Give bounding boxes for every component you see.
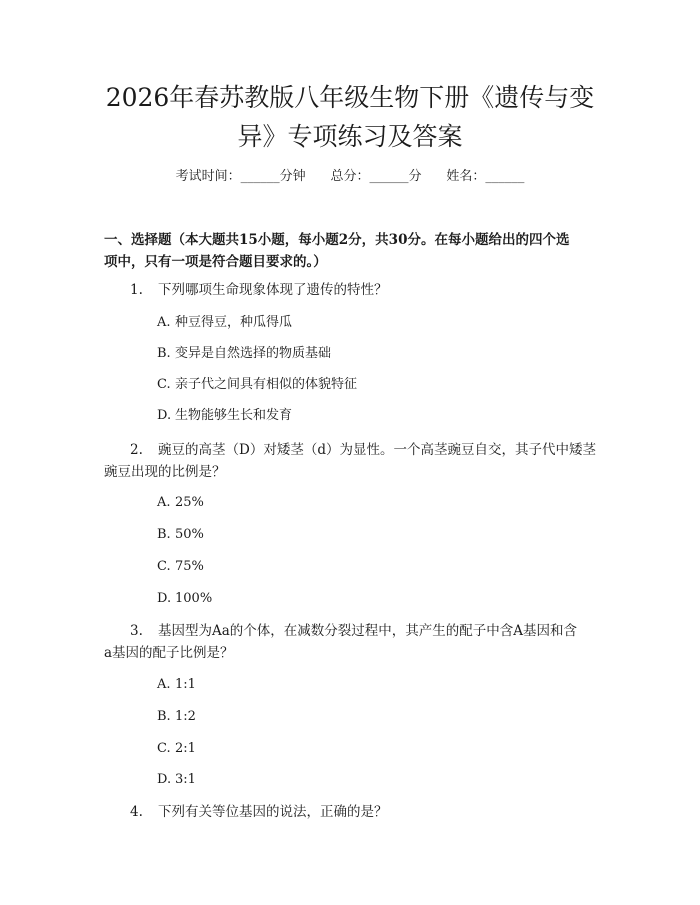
score-unit: 分: [408, 169, 422, 184]
score-blank: ______: [369, 169, 409, 184]
score-label: 总分：: [330, 169, 370, 184]
option-letter: D.: [157, 772, 172, 787]
option-letter: D.: [157, 408, 172, 423]
option-letter: A.: [157, 495, 171, 510]
option-letter: B.: [157, 709, 171, 724]
time-unit: 分钟: [279, 169, 306, 184]
question-3-option-a: [157, 676, 196, 694]
question-2-option-d: [157, 590, 212, 608]
question-text-line-2: a基因的配子比例是？: [104, 645, 234, 661]
question-text-line-2: 豌豆出现的比例是？: [104, 464, 226, 480]
question-2-option-c: [157, 558, 204, 576]
page-title: [80, 78, 620, 156]
question-number: 1.: [130, 282, 143, 298]
option-letter: C.: [157, 741, 171, 756]
question-number: 3.: [130, 623, 143, 639]
title-line-2: 异》专项练习及答案: [237, 122, 463, 151]
option-text: 2:1: [175, 741, 196, 756]
question-text: 下列有关等位基因的说法，正确的是？: [158, 804, 388, 820]
option-text: 生物能够生长和发育: [175, 408, 293, 423]
question-3-option-c: [157, 740, 196, 758]
option-text: 1:2: [175, 709, 196, 724]
option-text: 种豆得豆，种瓜得瓜: [175, 315, 293, 330]
question-1-option-a: [157, 314, 292, 332]
option-text: 变异是自然选择的物质基础: [175, 346, 332, 361]
option-letter: A.: [157, 315, 171, 330]
title-line-1: 2026年春苏教版八年级生物下册《遗传与变: [105, 83, 595, 112]
time-blank: ______: [240, 169, 280, 184]
question-1-option-d: [157, 407, 292, 425]
question-number: 2.: [130, 442, 143, 458]
option-text: 1:1: [175, 677, 196, 692]
option-letter: A.: [157, 677, 171, 692]
question-text-line-1: 豌豆的高茎（D）对矮茎（d）为显性。一个高茎豌豆自交，其子代中矮茎: [158, 442, 596, 458]
option-letter: C.: [157, 559, 171, 574]
option-text: 75%: [175, 559, 204, 574]
question-3-option-b: [157, 708, 196, 726]
option-text: 100%: [175, 591, 213, 606]
name-label: 姓名：: [446, 169, 486, 184]
exam-meta: [0, 168, 700, 186]
question-text-line-1: 基因型为Aa的个体，在减数分裂过程中，其产生的配子中含A基因和含: [158, 623, 578, 639]
question-1-option-b: [157, 345, 331, 363]
option-text: 3:1: [175, 772, 196, 787]
question-2-option-b: [157, 526, 204, 544]
option-text: 亲子代之间具有相似的体貌特征: [175, 377, 358, 392]
section-heading-line-2: 项中，只有一项是符合题目要求的。）: [104, 254, 327, 270]
question-text: 下列哪项生命现象体现了遗传的特性？: [158, 282, 388, 298]
option-letter: C.: [157, 377, 171, 392]
question-2-option-a: [157, 494, 204, 512]
name-blank: ______: [485, 169, 525, 184]
question-1: [130, 279, 600, 301]
option-letter: B.: [157, 527, 171, 542]
question-number: 4.: [130, 804, 143, 820]
question-3: [104, 620, 604, 664]
question-2: [104, 439, 604, 483]
question-1-option-c: [157, 376, 357, 394]
question-4: [130, 801, 600, 823]
option-text: 25%: [175, 495, 204, 510]
section-heading-line-1: 一、选择题（本大题共15小题，每小题2分，共30分。在每小题给出的四个选: [104, 232, 570, 248]
section-heading: [104, 229, 604, 273]
time-label: 考试时间：: [175, 169, 241, 184]
option-text: 50%: [175, 527, 204, 542]
option-letter: D.: [157, 591, 172, 606]
question-3-option-d: [157, 771, 196, 789]
option-letter: B.: [157, 346, 171, 361]
